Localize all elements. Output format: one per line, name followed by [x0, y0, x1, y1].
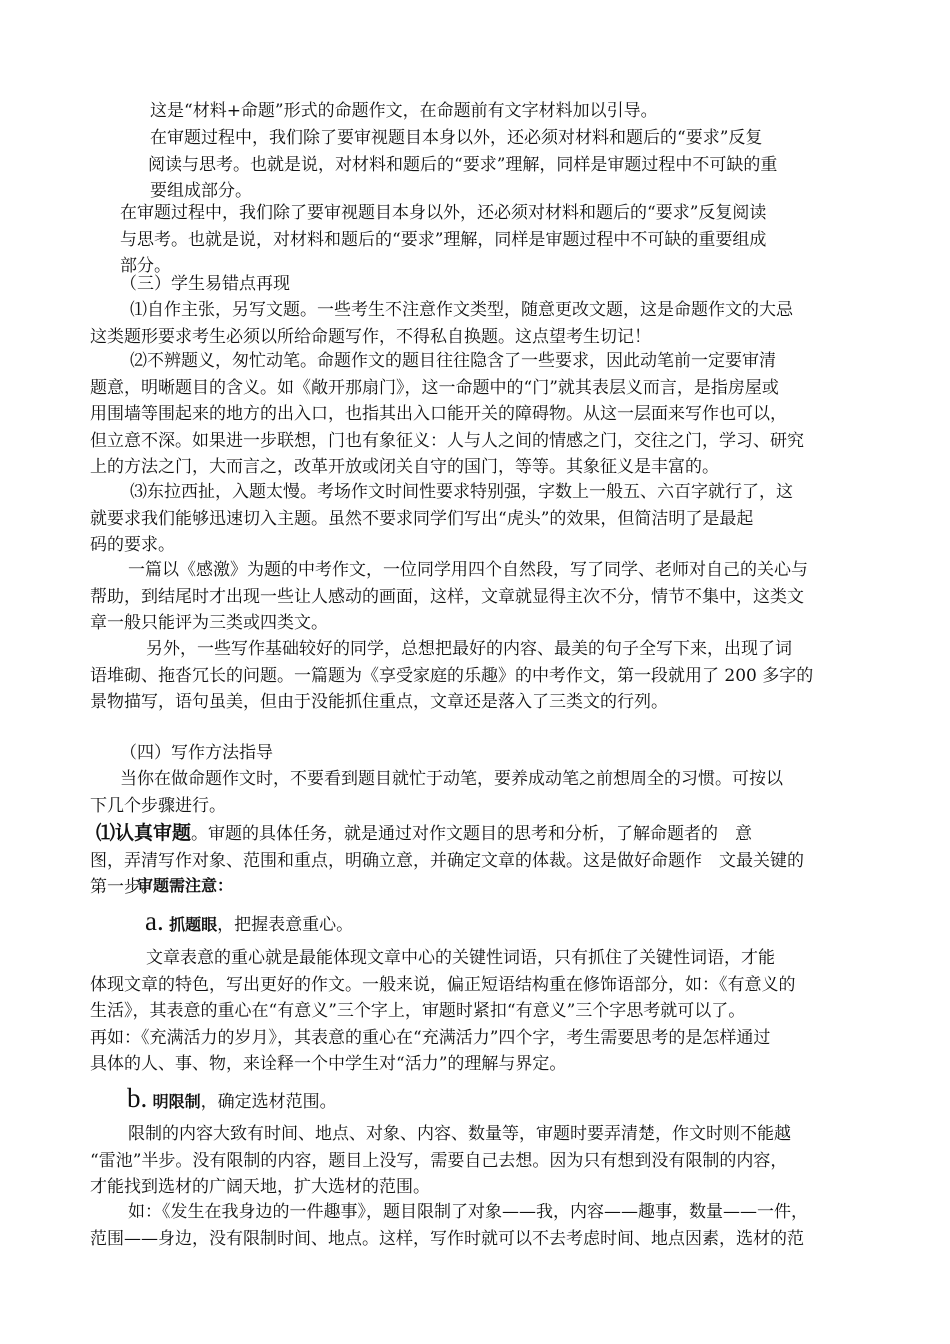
step-1-paragraph: ⑴认真审题。审题的具体任务，就是通过对作文题目的思考和分析，了解命题者的 意 图，弄清写作对象、范围和重点，明确立意，并确定文章的体裁。这是做好命题作 文最关键的 第一步。 [90, 822, 804, 897]
intro-paragraph-2: 在审题过程中，我们除了要审视题目本身以外，还必须对材料和题后的“要求”反复 阅读与思考。也就是说，对材料和题后的“要求”理解，同样是审题过程中不可缺的重 要组成部分。 [148, 128, 778, 201]
point-a-body: 文章表意的重心就是最能体现文章中心的关键性词语，只有抓住了关键性词语，才能 体现文章的特色，写出更好的作文。一般来说，偏正短语结构重在修饰语部分，如：《有意义的 生活》，其表意的重心在“有意义”三个字上，审题时紧扣“有意义”三个字思考就可以了。 再如：《充满活力的岁月》，其表意的重心在“充满活力”四个字，考生需要思考的是怎样通过 具体的人、事、物，来诠释一个中学生对“活力”的理解与界定。 [90, 948, 796, 1074]
section-4-intro: 当你在做命题作文时，不要看到题目就忙于动笔，要养成动笔之前想周全的习惯。可按以 下几个步骤进行。 [90, 769, 783, 816]
example-paragraph-2: 另外，一些写作基础较好的同学，总想把最好的内容、最美的句子全写下来，出现了词 语堆砌、拖沓冗长的问题。一篇题为《享受家庭的乐趣》的中考作文，第一段就用了 200 多字的 景物描写，语句虽美，但由于没能抓住重点，文章还是落入了三类文的行列。 [90, 639, 814, 712]
intro-paragraph-3: 在审题过程中，我们除了要审视题目本身以外，还必须对材料和题后的“要求”反复阅读 与思考。也就是说，对材料和题后的“要求”理解，同样是审题过程中不可缺的重要组成 部分。 [120, 203, 767, 276]
point-b-body: 限制的内容大致有时间、地点、对象、内容、数量等，审题时要弄清楚，作文时则不能越 “雷池”半步。没有限制的内容，题目上没写，需要自己去想。因为只有想到没有限制的内容， 才能找到选材的广阔天地，扩大选材的范围。 [90, 1124, 791, 1197]
error-item-2: ⑵不辨题义，匆忙动笔。命题作文的题目往往隐含了一些要求，因此动笔前一定要审清 题意，明晰题目的含义。如《敞开那扇门》，这一命题中的“门”就其表层义而言，是指房屋或 用围墙等围起来的地方的出入口，也指其出入口能开关的障碍物。从这一层面来写作也可以， 但立意不深。如果进一步联想，门也有象征义：人与人之间的情感之门，交往之门，学习、研究 上的方法之门，大而言之，改革开放或闭关自守的国门，等等。其象征义是丰富的。 [90, 351, 804, 477]
section-4-heading: （四）写作方法指导 [120, 743, 273, 763]
section-3-heading: （三）学生易错点再现 [120, 274, 290, 294]
intro-paragraph-1: 这是“材料+命题”形式的命题作文，在命题前有文字材料加以引导。 [150, 101, 658, 121]
error-item-3: ⑶东拉西扯，入题太慢。考场作文时间性要求特别强，字数上一般五、六百字就行了，这 就要求我们能够迅速切入主题。虽然不要求同学们写出“虎头”的效果，但简洁明了是最起 码的要求。 [90, 482, 793, 555]
example-paragraph-1: 一篇以《感激》为题的中考作文，一位同学用四个自然段，写了同学、老师对自己的关心与 帮助，到结尾时才出现一些让人感动的画面，这样，文章就显得主次不分，情节不集中，这类文 章一般只能评为三类或四类文。 [90, 560, 808, 633]
point-a-heading: a. 抓题眼，把握表意重心。 [145, 906, 354, 936]
point-a-letter: a. [145, 906, 164, 936]
point-b-example: 如：《发生在我身边的一件趣事》，题目限制了对象——我，内容——趣事，数量——一件， 范围——身边，没有限制时间、地点。这样，写作时就可以不去考虑时间、地点因素，选材的范 [90, 1202, 808, 1249]
point-b-title: 明限制 [152, 1092, 201, 1111]
point-a-title: 抓题眼 [169, 915, 218, 934]
point-b-letter: b. [127, 1083, 148, 1113]
error-item-1: ⑴自作主张，另写文题。一些考生不注意作文类型，随意更改文题，这是命题作文的大忌 这类题形要求考生必须以所给命题写作，不得私自换题。这点望考生切记！ [90, 300, 793, 347]
point-b-heading: b. 明限制，确定选材范围。 [127, 1083, 337, 1113]
step-1-label: ⑴认真审题 [96, 822, 192, 844]
notice-heading: 审题需注意： [137, 876, 234, 895]
